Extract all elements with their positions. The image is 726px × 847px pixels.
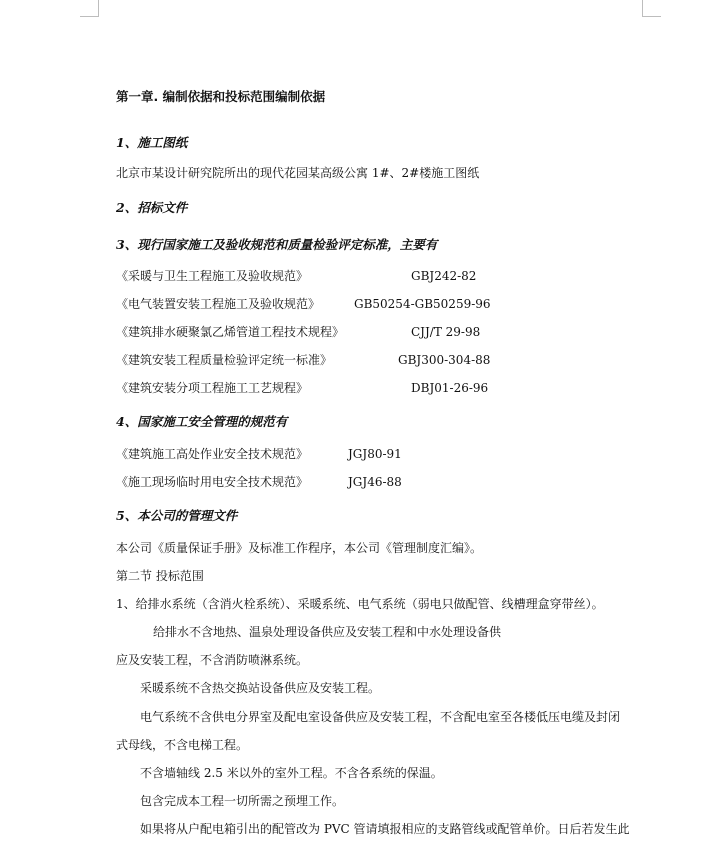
section-2-title: 第二节 投标范围 [116,569,204,583]
scope-paragraph: 不含墙轴线 2.5 米以外的室外工程。不含各系统的保温。 [140,766,443,780]
standard-item [116,324,481,340]
standard-name: 《采暖与卫生工程施工及验收规范》 [116,269,309,283]
section-heading-2: 2、招标文件 [116,200,188,215]
standard-name: 《电气装置安装工程施工及验收规范》 [116,297,321,311]
safety-standard-item [116,474,402,490]
standard-code: DBJ01-26-96 [411,381,489,395]
scope-paragraph: 电气系统不含供电分界室及配电室设备供应及安装工程，不含配电室至各楼低压电缆及封闭 [140,710,621,724]
standard-name: 《建筑安装分项工程施工工艺规程》 [116,381,309,395]
standard-item [116,268,477,284]
standard-code: GBJ300-304-88 [398,353,491,367]
section-heading-1: 1、施工图纸 [116,135,188,150]
safety-standard-item [116,446,402,462]
standard-code: GB50254-GB50259-96 [354,297,491,311]
section-heading-3: 3、现行国家施工及验收规范和质量检验评定标准，主要有 [116,237,438,252]
crop-mark-top-left [80,0,99,17]
standard-code: JGJ46-88 [348,475,402,489]
scope-paragraph: 包含完成本工程一切所需之预埋工作。 [140,794,345,808]
scope-paragraph: 给排水不含地热、温泉处理设备供应及安装工程和中水处理设备供 [153,625,502,639]
scope-paragraph: 式母线，不含电梯工程。 [116,738,249,752]
section-5-text: 本公司《质量保证手册》及标准工作程序，本公司《管理制度汇编》。 [116,541,483,555]
scope-paragraph: 如果将从户配电箱引出的配管改为 PVC 管请填报相应的支路管线或配管单价。日后若发生此 [140,822,630,836]
standard-code: GBJ242-82 [411,269,477,283]
scope-paragraph: 采暖系统不含热交换站设备供应及安装工程。 [140,681,381,695]
chapter-title: 第一章. 编制依据和投标范围编制依据 [116,89,326,104]
standard-code: CJJ/T 29-98 [411,325,481,339]
scope-paragraph: 应及安装工程，不含消防喷淋系统。 [116,653,309,667]
section-heading-5: 5、本公司的管理文件 [116,508,238,523]
section-heading-4: 4、国家施工安全管理的规范有 [116,414,288,429]
standard-name: 《建筑安装工程质量检验评定统一标准》 [116,353,333,367]
standard-name: 《建筑施工高处作业安全技术规范》 [116,447,309,461]
crop-mark-top-right [642,0,661,17]
standard-item [116,380,489,396]
standard-name: 《施工现场临时用电安全技术规范》 [116,475,309,489]
section-1-text: 北京市某设计研究院所出的现代花园某高级公寓 1#、2#楼施工图纸 [116,166,480,180]
scope-paragraph: 1、给排水系统（含消火栓系统）、采暖系统、电气系统（弱电只做配管、线槽理盒穿带丝）。 [116,597,604,611]
standard-name: 《建筑排水硬聚氯乙烯管道工程技术规程》 [116,325,345,339]
standard-item [116,296,491,312]
standard-code: JGJ80-91 [348,447,402,461]
standard-item [116,352,491,368]
